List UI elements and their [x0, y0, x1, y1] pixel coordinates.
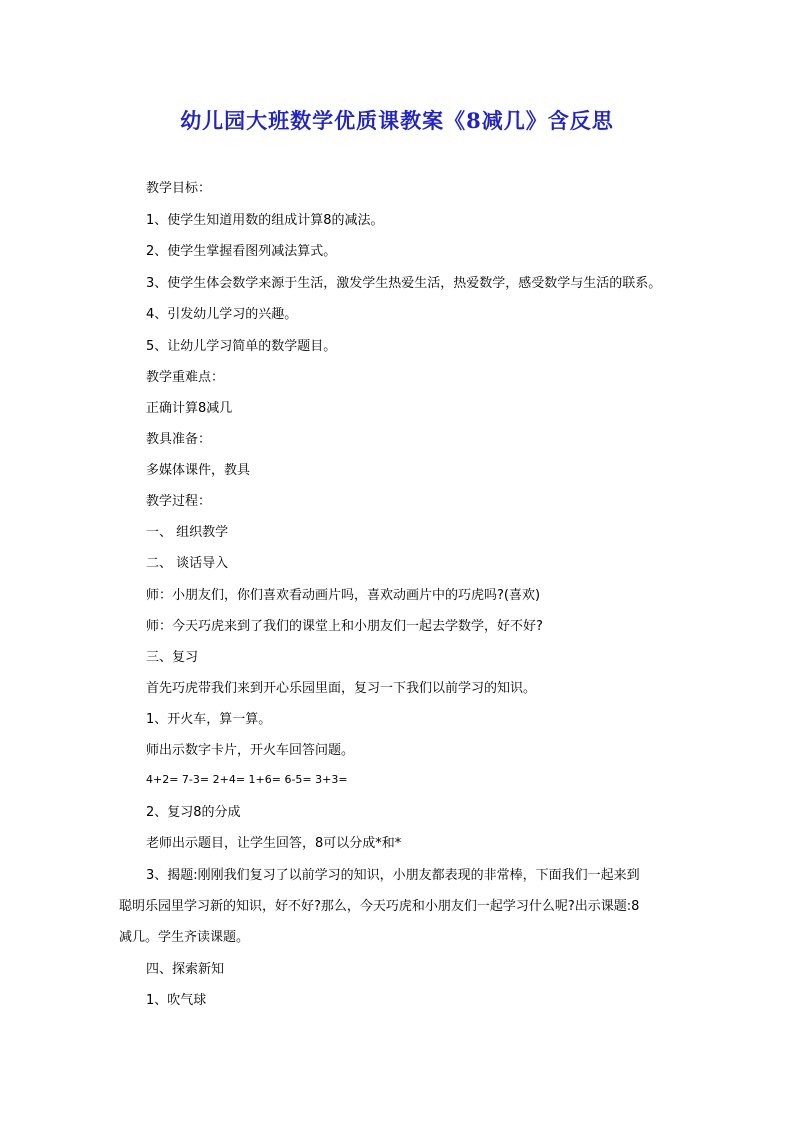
paragraph-teacher-line-1: 师：小朋友们，你们喜欢看动画片吗，喜欢动画片中的巧虎吗?(喜欢)	[146, 588, 541, 603]
paragraph-objective-4: 4、引发幼儿学习的兴趣。	[146, 307, 298, 322]
paragraph-materials: 多媒体课件，教具	[146, 463, 251, 478]
paragraph-process-heading: 教学过程：	[146, 494, 212, 509]
paragraph-reveal-topic-line-1: 3、揭题:刚刚我们复习了以前学习的知识，小朋友都表现的非常棒，下面我们一起来到	[146, 868, 640, 883]
paragraph-reveal-topic-line-3: 减几。学生齐读课题。	[119, 930, 250, 945]
paragraph-balloon-activity: 1、吹气球	[146, 993, 207, 1008]
paragraph-teacher-question: 老师出示题目，让学生回答，8可以分成*和*	[146, 836, 402, 851]
paragraph-train-activity: 1、开火车，算一算。	[146, 712, 272, 727]
paragraph-teacher-line-2: 师：今天巧虎来到了我们的课堂上和小朋友们一起去学数学，好不好?	[146, 619, 543, 634]
paragraph-step-1: 一、 组织教学	[146, 525, 229, 540]
paragraph-objective-1: 1、使学生知道用数的组成计算8的减法。	[146, 213, 384, 228]
paragraph-number-cards: 师出示数字卡片，开火车回答问题。	[146, 743, 355, 758]
paragraph-reveal-topic-line-2: 聪明乐园里学习新的知识，好不好?那么，今天巧虎和小朋友们一起学习什么呢?出示课题:8	[119, 899, 640, 914]
paragraph-objective-3: 3、使学生体会数学来源于生活，激发学生热爱生活，热爱数学，感受数学与生活的联系。	[146, 276, 662, 291]
paragraph-materials-heading: 教具准备：	[146, 432, 212, 447]
paragraph-review-intro: 首先巧虎带我们来到开心乐园里面，复习一下我们以前学习的知识。	[146, 681, 537, 696]
paragraph-objective-5: 5、让幼儿学习简单的数学题目。	[146, 339, 337, 354]
paragraph-equations: 4+2= 7-3= 2+4= 1+6= 6-5= 3+3=	[146, 773, 348, 786]
paragraph-objectives-heading: 教学目标：	[146, 181, 212, 196]
paragraph-objective-2: 2、使学生掌握看图列减法算式。	[146, 244, 337, 259]
paragraph-key-points-heading: 教学重难点：	[146, 370, 225, 385]
page-title: 幼儿园大班数学优质课教案《8减几》含反思	[180, 108, 614, 133]
paragraph-review-8: 2、复习8的分成	[146, 805, 241, 820]
paragraph-key-point: 正确计算8减几	[146, 401, 233, 416]
paragraph-step-4: 四、探索新知	[146, 962, 225, 977]
paragraph-step-2: 二、 谈话导入	[146, 556, 229, 571]
paragraph-step-3: 三、复习	[146, 650, 199, 665]
